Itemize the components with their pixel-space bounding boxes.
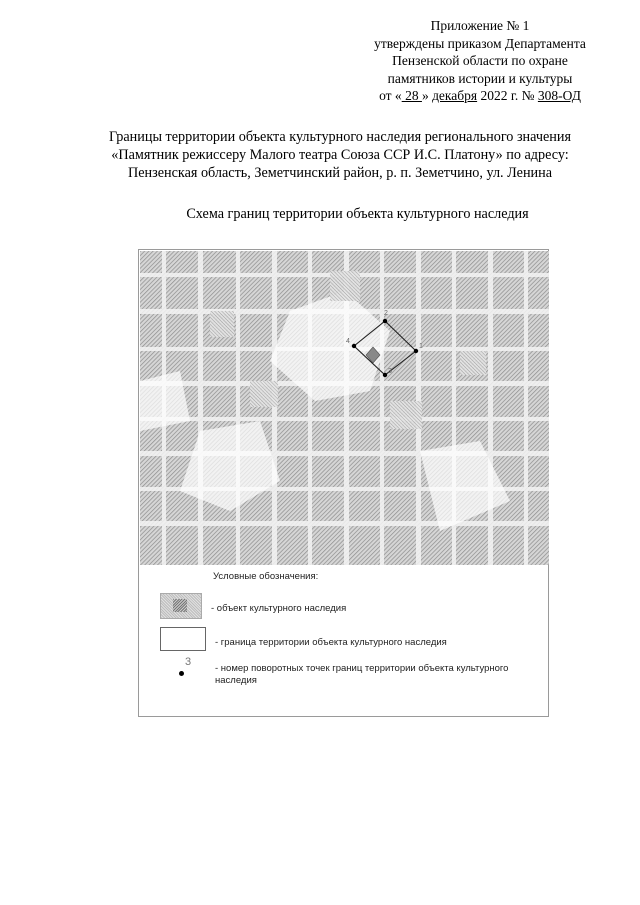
approval-header	[340, 17, 620, 105]
legend-points-label: - номер поворотных точек границ территории объекта культурного	[215, 663, 509, 674]
turning-point-number-icon: 3	[185, 656, 192, 668]
point-label: 3	[388, 368, 392, 375]
point-label: 4	[346, 338, 350, 345]
order-number: 308-ОД	[537, 88, 581, 103]
legend-title: Условные обозначения:	[213, 571, 319, 582]
map-legend	[139, 566, 548, 716]
approval-line: Пензенской области по охране	[392, 53, 568, 68]
appendix-number: Приложение № 1	[430, 18, 530, 33]
document-title: Границы территории объекта культурного наследия регионального значения «Памятник режиссеру Малого театра Союза ССР И.С. Платону» по адресу: Пензенская область, Земетчинский район, р. п. Земетчино, ул. Ленина	[108, 129, 572, 181]
legend-points-label: наследия	[215, 675, 257, 686]
order-month: декабря	[432, 88, 478, 103]
point-label: 1	[419, 343, 423, 350]
turning-point-dot-icon	[179, 671, 184, 676]
approval-line: памятников истории и культуры	[387, 70, 573, 86]
map-image	[140, 251, 549, 565]
legend-border-label: - граница территории объекта культурного наследия	[215, 637, 447, 648]
scheme-title: Схема границ территории объекта культурного наследия	[186, 206, 529, 222]
order-date-line: от « 28 » декабря 2022 г. № 308-ОД	[379, 88, 581, 103]
scheme-frame	[138, 249, 549, 717]
order-day: 28	[401, 88, 422, 103]
territory-border-swatch	[160, 627, 206, 651]
point-label: 2	[384, 310, 388, 317]
approval-line: утверждены приказом Департамента	[374, 35, 586, 51]
heritage-object-swatch	[160, 593, 202, 619]
legend-object-label: - объект культурного наследия	[211, 603, 347, 614]
